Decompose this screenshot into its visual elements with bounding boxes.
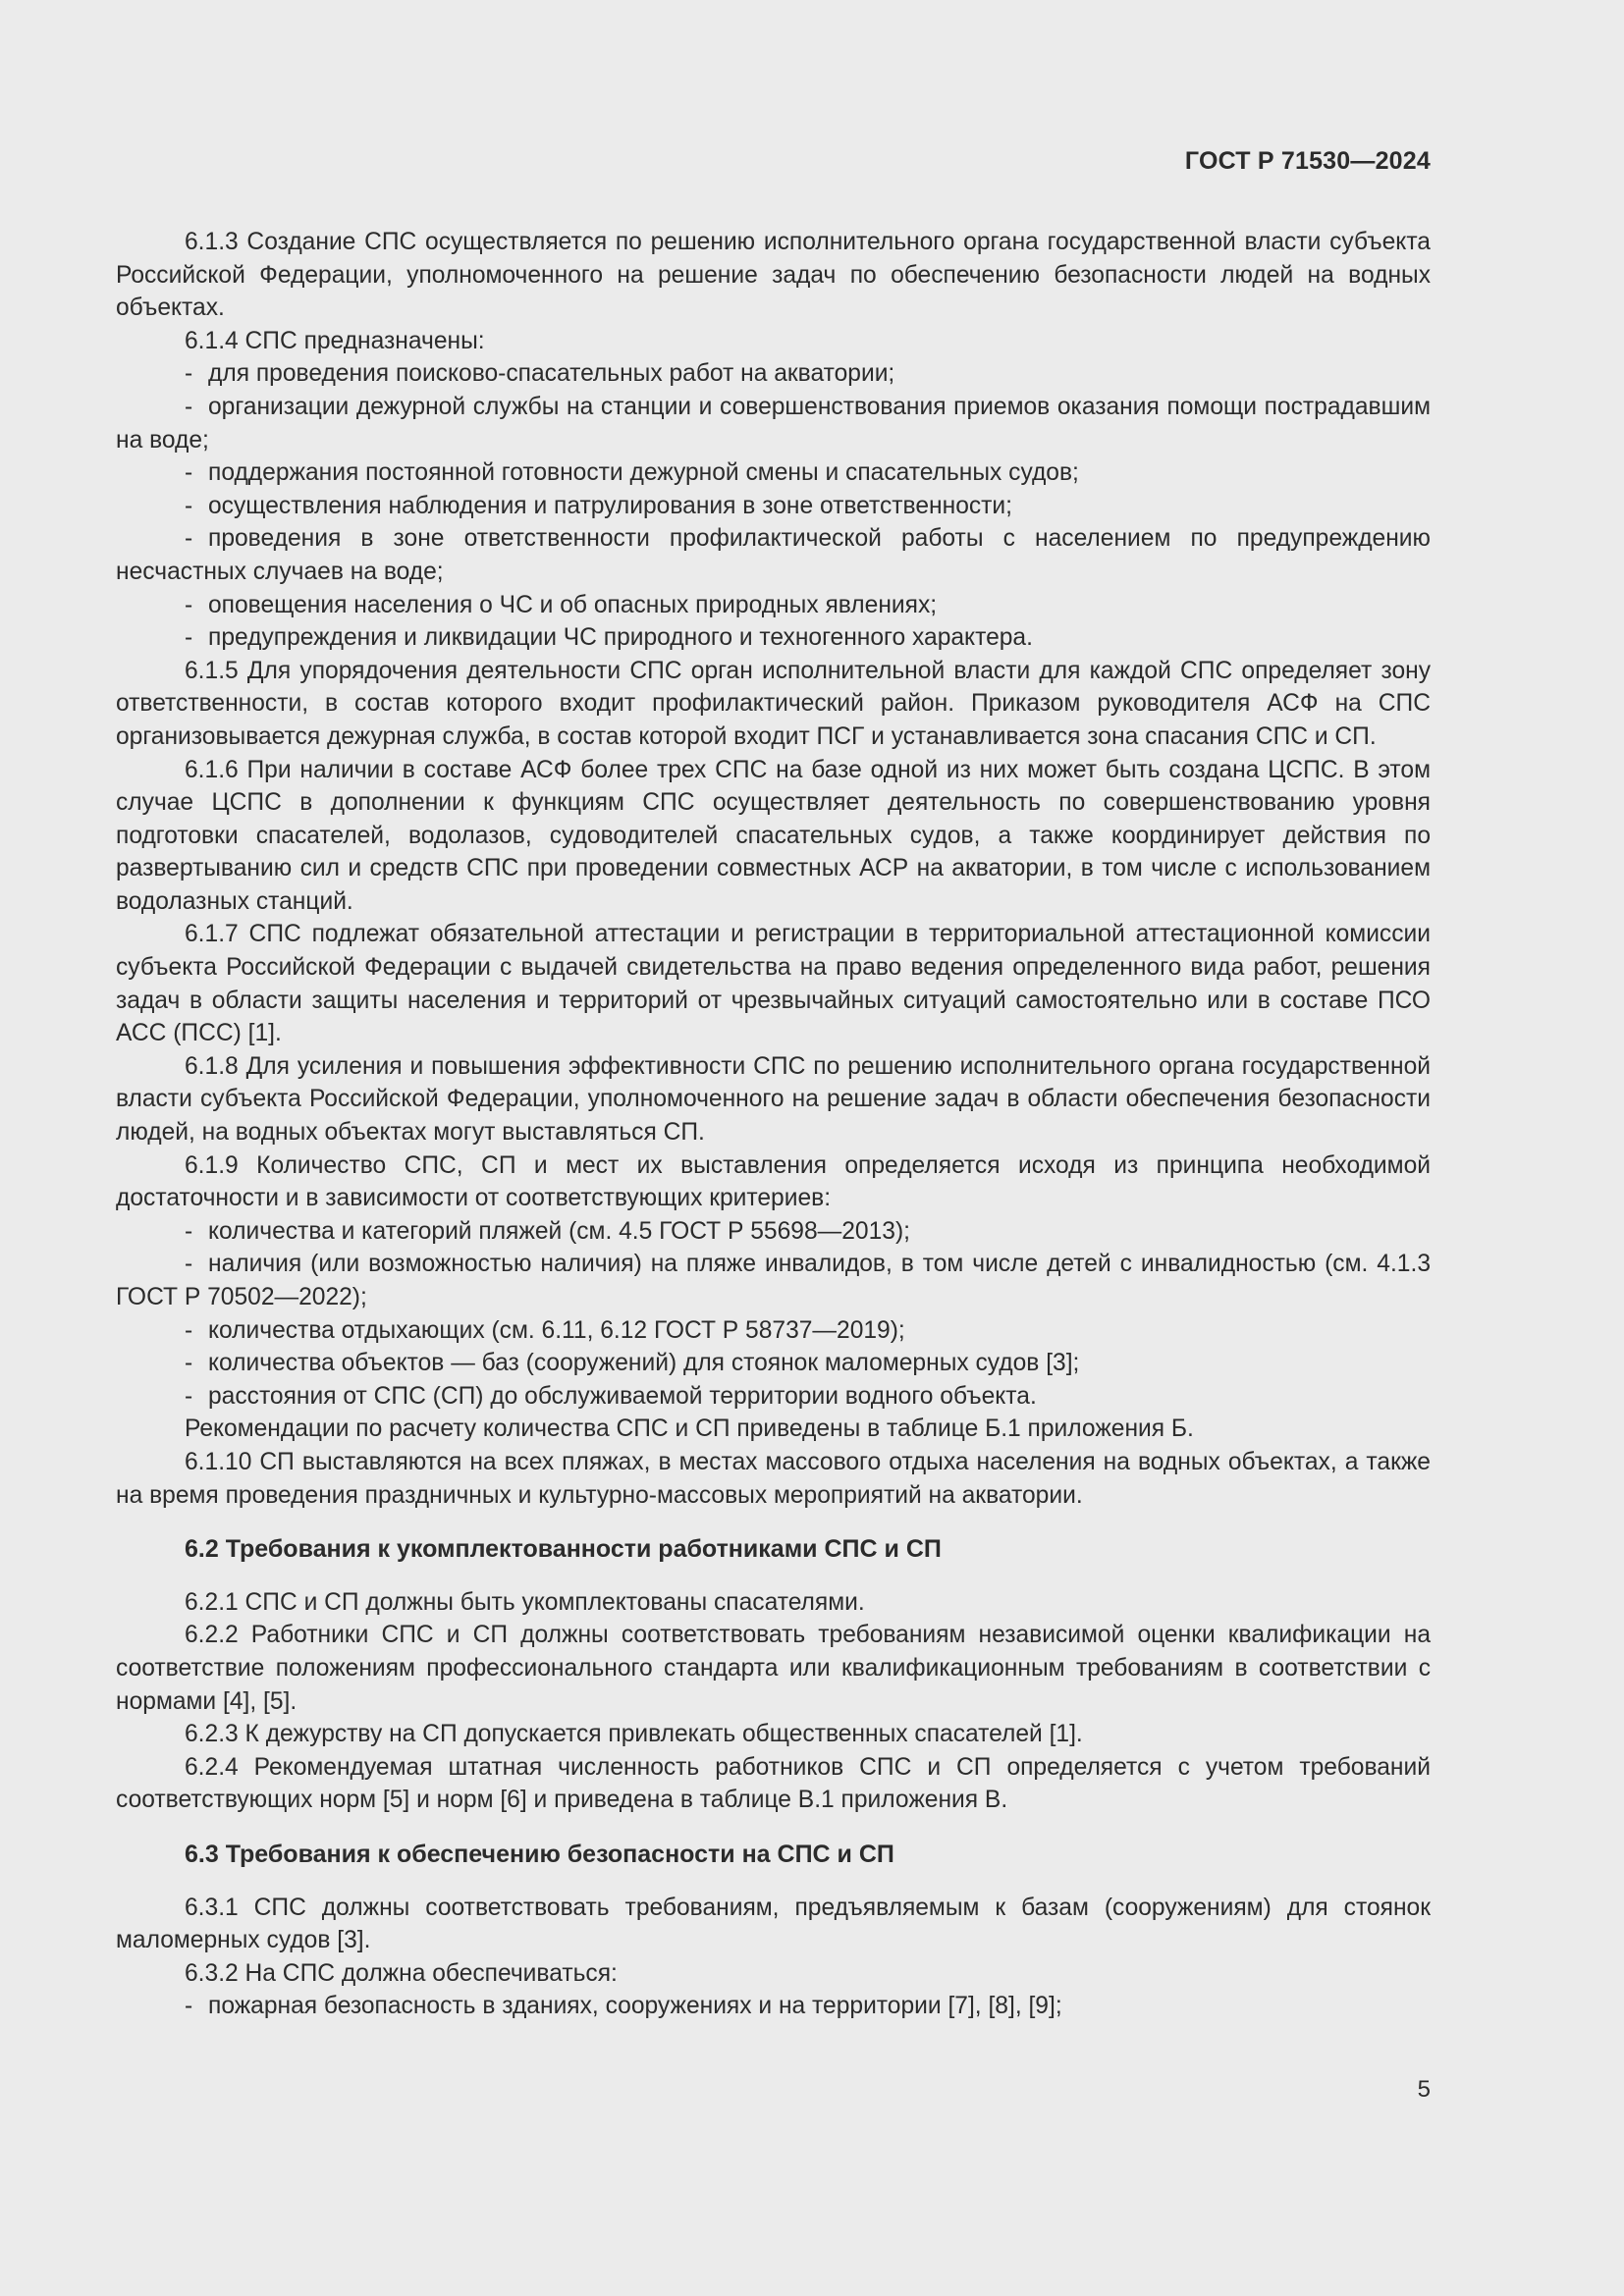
paragraph: 6.1.9 Количество СПС, СП и мест их выставления определяется исходя из принципа необходимой достаточности и в зависимости от соответствующих критериев: <box>116 1151 1431 1212</box>
paragraph: 6.1.4 СПС предназначены: <box>185 327 485 354</box>
list-item <box>116 490 1431 523</box>
paragraph: 6.1.5 Для упорядочения деятельности СПС орган исполнительной власти для каждой СПС определяет зону ответственности, в состав которого входит профилактический район. Приказом руководителя АСФ на СПС организовывается дежурная служба, в состав которой входит ПСГ и устанавливается зона спасания СПС и СП. <box>116 657 1431 750</box>
paragraph: 6.3.2 На СПС должна обеспечиваться: <box>185 1959 618 1987</box>
paragraph: 6.1.10 СП выставляются на всех пляжах, в местах массового отдыха населения на водных объектах, а также на время проведения праздничных и культурно-массовых мероприятий на акватории. <box>116 1448 1431 1509</box>
list-item-text: для проведения поисково-спасательных работ на акватории; <box>208 360 895 388</box>
list-item-text: наличия (или возможностью наличия) на пляже инвалидов, в том числе детей с инвалидностью (см. 4.1.3 ГОСТ Р 70502—2022); <box>116 1251 1431 1310</box>
paragraph: 6.2.3 К дежурству на СП допускается привлекать общественных спасателей [1]. <box>185 1721 1083 1748</box>
list-item <box>116 391 1431 456</box>
list-item <box>116 522 1431 588</box>
dash-marker: - <box>185 591 193 618</box>
list-item-text: предупреждения и ликвидации ЧС природного и техногенного характера. <box>208 624 1033 652</box>
paragraph: 6.3.1 СПС должны соответствовать требованиям, предъявляемым к базам (сооружениям) для стоянок маломерных судов [3]. <box>116 1894 1431 1954</box>
paragraph: 6.1.8 Для усиления и повышения эффективности СПС по решению исполнительного органа государственной власти субъекта Российской Федерации, уполномоченного на решение задач в области обеспечения безопасности людей, на водных объектах могут выставляться СП. <box>116 1052 1431 1147</box>
paragraph: 6.2.2 Работники СПС и СП должны соответствовать требованиям независимой оценки квалификации на соответствие положениям профессионального стандарта или квалификационным требованиям в соответствии с нормами [4], [5]. <box>116 1622 1431 1715</box>
dash-marker: - <box>185 393 193 420</box>
section-heading: 6.2 Требования к укомплектованности работниками СПС и СП <box>185 1535 942 1564</box>
list-item <box>116 1215 1431 1249</box>
list-item <box>116 1380 1431 1414</box>
dash-marker: - <box>185 492 193 519</box>
dash-marker: - <box>185 1217 193 1245</box>
list-item-text: расстояния от СПС (СП) до обслуживаемой территории водного объекта. <box>208 1382 1037 1410</box>
document-header <box>116 147 1431 176</box>
list-item-text: поддержания постоянной готовности дежурной смены и спасательных судов; <box>208 459 1079 487</box>
paragraph: 6.2.1 СПС и СП должны быть укомплектованы спасателями. <box>185 1588 865 1616</box>
paragraph: 6.1.6 При наличии в составе АСФ более трех СПС на базе одной из них может быть создана ЦСПС. В этом случае ЦСПС в дополнении к функциям СПС осуществляет деятельность по совершенствованию уровня подготовки спасателей, водолазов, судоводителей спасательных судов, а также координирует действия по развертыванию сил и средств СПС при проведении совместных АСР на акватории, в том числе с использованием водолазных станций. <box>116 756 1431 915</box>
document-body <box>116 226 1431 2023</box>
list-item <box>116 1248 1431 1313</box>
list-item-text: пожарная безопасность в зданиях, сооружениях и на территории [7], [8], [9]; <box>208 1993 1062 2020</box>
dash-marker: - <box>185 1382 193 1410</box>
list-item <box>116 456 1431 490</box>
paragraph: 6.1.7 СПС подлежат обязательной аттестации и регистрации в территориальной аттестационной комиссии субъекта Российской Федерации с выдачей свидетельства на право ведения определенного вида работ, решения задач в области защиты населения и территорий от чрезвычайных ситуаций самостоятельно или в составе ПСО АСС (ПСС) [1]. <box>116 921 1431 1047</box>
dash-marker: - <box>185 1993 193 2020</box>
paragraph: 6.1.3 Создание СПС осуществляется по решению исполнительного органа государственной власти субъекта Российской Федерации, уполномоченного на решение задач по обеспечению безопасности людей на водных объектах. <box>116 229 1431 322</box>
list-item <box>116 589 1431 622</box>
list-item-text: количества объектов — баз (сооружений) для стоянок маломерных судов [3]; <box>208 1350 1080 1377</box>
paragraph: 6.2.4 Рекомендуемая штатная численность работников СПС и СП определяется с учетом требований соответствующих норм [5] и норм [6] и приведена в таблице В.1 приложения В. <box>116 1753 1431 1814</box>
dash-marker: - <box>185 360 193 388</box>
list-item <box>116 1990 1431 2023</box>
list-item <box>116 1314 1431 1348</box>
list-item-text: проведения в зоне ответственности профилактической работы с населением по предупреждению несчастных случаев на воде; <box>116 525 1431 585</box>
dash-marker: - <box>185 1251 193 1278</box>
list-item-text: количества отдыхающих (см. 6.11, 6.12 ГОСТ Р 58737—2019); <box>208 1316 905 1344</box>
dash-marker: - <box>185 1316 193 1344</box>
list-item <box>116 1347 1431 1380</box>
dash-marker: - <box>185 1350 193 1377</box>
list-item <box>116 357 1431 391</box>
list-item-text: количества и категорий пляжей (см. 4.5 ГОСТ Р 55698—2013); <box>208 1217 910 1245</box>
list-item-text: оповещения населения о ЧС и об опасных природных явлениях; <box>208 591 938 618</box>
paragraph: Рекомендации по расчету количества СПС и СП приведены в таблице Б.1 приложения Б. <box>185 1415 1194 1443</box>
dash-marker: - <box>185 459 193 487</box>
dash-marker: - <box>185 525 193 553</box>
section-heading: 6.3 Требования к обеспечению безопасности на СПС и СП <box>185 1840 894 1868</box>
standard-number: ГОСТ Р 71530—2024 <box>1184 147 1431 175</box>
list-item-text: осуществления наблюдения и патрулирования в зоне ответственности; <box>208 492 1013 519</box>
dash-marker: - <box>185 624 193 652</box>
page-number: 5 <box>1417 2076 1431 2103</box>
list-item <box>116 621 1431 655</box>
list-item-text: организации дежурной службы на станции и совершенствования приемов оказания помощи пострадавшим на воде; <box>116 393 1431 454</box>
